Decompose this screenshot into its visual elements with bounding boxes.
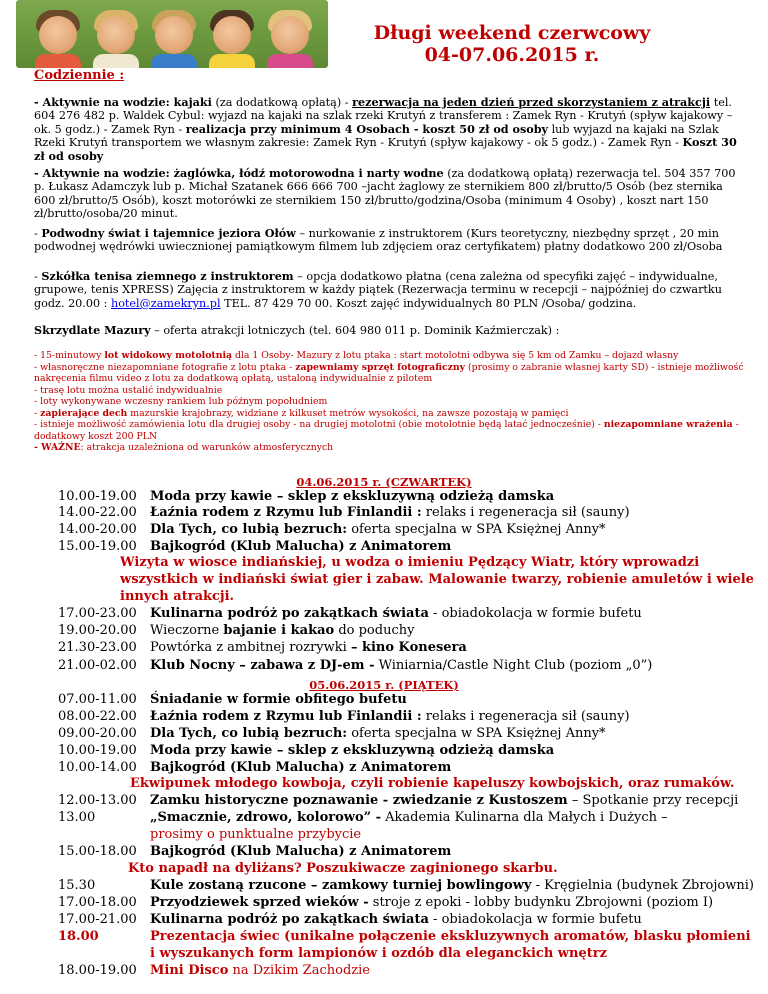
event-detail: Akademia Kulinarna dla Małych i Dużych – <box>381 810 668 825</box>
event-time: 18.00 <box>58 929 99 944</box>
event-time: 08.00-22.00 <box>58 709 137 724</box>
event-detail: - obiadokolacja w formie bufetu <box>428 912 642 927</box>
event-time: 17.00-23.00 <box>58 606 137 621</box>
event-detail: do poduchy <box>334 623 415 638</box>
event-title: Łaźnia rodem z Rzymu lub Finlandii : <box>150 709 422 724</box>
diving-heading: Podwodny świat i tajemnice jeziora Ołów <box>41 226 296 240</box>
event-detail: Wieczorne <box>150 623 224 638</box>
kayaks-text: tel. 604 276 482 p. Waldek Cybul: wyjazd na kajaki na szlak rzeki Krutyń z transferem : Zamek Ryn - Krutyń (spływ kajakowy – ok. 5 godz.) - Zamek Ryn - <box>34 96 733 136</box>
dash: - <box>34 227 42 240</box>
kayaks-heading: - Aktywnie na wodzie: kajaki <box>34 95 212 109</box>
event-time: 17.00-18.00 <box>58 895 137 910</box>
event-title: – kino Konesera <box>350 640 467 655</box>
kayaks-price-own: Koszt 30 zł od osoby <box>34 135 737 163</box>
event-detail: Powtórka z ambitnej rozrywki <box>150 640 351 655</box>
event-detail: – Spotkanie przy recepcji <box>567 793 739 808</box>
event-time: 12.00-13.00 <box>58 793 137 808</box>
event-title: Prezentacja świec (unikalne połączenie ekskluzywnych aromatów, blasku płomieni <box>150 929 751 944</box>
event-title: Moda przy kawie – sklep z ekskluzywną odzieżą damska <box>150 743 555 758</box>
section-tennis <box>34 270 740 310</box>
title-line-2: 04-07.06.2015 r. <box>424 44 600 66</box>
event-time: 10.00-14.00 <box>58 760 137 775</box>
day-header-thursday: 04.06.2015 r. (CZWARTEK) <box>296 475 472 489</box>
event-title: Mini Disco <box>150 963 229 978</box>
section-sailing <box>34 167 740 221</box>
flight-line: - loty wykonywane wczesny rankiem lub późnym popołudniem <box>34 396 328 407</box>
event-title: Klub Nocny – zabawa z DJ-em - <box>150 658 375 673</box>
tennis-heading: Szkółka tenisa ziemnego z instruktorem <box>41 269 294 283</box>
hotel-email-link[interactable]: hotel@zamekryn.pl <box>110 296 221 310</box>
event-time: 10.00-19.00 <box>58 743 137 758</box>
event-title: i wyszukanych form lampionów i ozdób dla eleganckich wnętrz <box>150 946 607 961</box>
kayaks-reservation-note: rezerwacja na jeden dzień przed skorzystaniem z atrakcji <box>352 95 711 109</box>
event-detail: na Dzikim Zachodzie <box>228 963 370 978</box>
event-title: Łaźnia rodem z Rzymu lub Finlandii : <box>150 505 422 520</box>
flights-text: – oferta atrakcji lotniczych (tel. 604 980 011 p. Dominik Kaźmierczak) : <box>150 324 560 337</box>
dash: - <box>34 270 42 283</box>
title-line-1: Długi weekend czerwcowy <box>373 22 651 44</box>
event-time: 15.30 <box>58 878 96 893</box>
flight-line: - WAŻNE: atrakcja uzależniona od warunków atmosferycznych <box>34 442 334 453</box>
event-time: 21.00-02.00 <box>58 658 137 673</box>
event-time: 14.00-20.00 <box>58 522 137 537</box>
flight-line: - własnoręczne niezapomniane fotografie z lotu ptaka - zapewniamy sprzęt fotograficzny (prosimy o zabranie własnej karty SD) - istnieje możliwość <box>34 361 744 373</box>
event-title: Bajkogród (Klub Malucha) z Animatorem <box>150 760 452 775</box>
flight-line: - zapierające dech mazurskie krajobrazy, widziane z kilkuset metrów wysokości, na zawsze pozostają w pamięci <box>34 407 569 419</box>
event-detail: relaks i regeneracja sił (sauny) <box>421 709 630 724</box>
event-title: Śniadanie w formie obfitego bufetu <box>150 692 407 707</box>
kayaks-text: lub wyjazd na kajaki na Szlak Rzeki Krutyń transportem we własnym zakresie: Zamek Ryn - Krutyń (spływ kajakowy - ok 5 godz.) - Zamek Ryn - <box>34 122 719 150</box>
flight-line: - istnieje możliwość zamówienia lotu dla drugiej osoby - na drugiej motolotni (obie motolotnie będą latać jednocześnie) - niezapomniane wrażenia - <box>34 419 739 430</box>
flight-line: - 15-minutowy lot widokowy motolotnią dla 1 Osoby- Mazury z lotu ptaka : start motolotni odbywa się 5 km od Zamku – dojazd własny <box>34 350 679 361</box>
kayaks-text: (za dodatkową opłatą) - <box>211 96 353 109</box>
event-title: Bajkogród (Klub Malucha) z Animatorem <box>150 844 452 859</box>
flight-line: nakręcenia filmu video z lotu za dodatkową opłatą, ustaloną indywidualnie z pilotem <box>34 373 433 384</box>
event-title: bajanie i kakao <box>223 623 335 638</box>
event-detail: oferta specjalna w SPA Księżnej Anny* <box>347 522 606 537</box>
activity-description: innych atrakcji. <box>120 589 235 604</box>
flights-heading: Skrzydlate Mazury <box>34 323 151 337</box>
event-detail: - obiadokolacja w formie bufetu <box>428 606 642 621</box>
event-time: 14.00-22.00 <box>58 505 137 520</box>
activity-description: wszystkich w indiański świat gier i zabaw. Malowanie twarzy, robienie amuletów i wiele <box>120 572 754 587</box>
event-time: 15.00-18.00 <box>58 844 137 859</box>
event-time: 15.00-19.00 <box>58 539 137 554</box>
event-time: 07.00-11.00 <box>58 692 137 707</box>
sailing-text: (za dodatkową opłatą) rezerwacja tel. 504 357 700 p. Łukasz Adamczyk lub p. Michał Szatanek 666 666 700 –jacht żaglowy ze sternikiem 800 zł/brutto/5 Osób (bez sternika 600 zł/brutto/5 Osób), koszt motorówki ze sternikiem 150 zł/brutto/godzina/Osoba (minimum 4 Osoby) , koszt nart 150 zł/brutto/osoba/20 minut. <box>34 167 736 221</box>
event-detail: Winiarnia/Castle Night Club (poziom „0”) <box>374 658 653 673</box>
event-title: Dla Tych, co lubią bezruch: <box>150 726 348 741</box>
event-title: Moda przy kawie – sklep z ekskluzywną odzieżą damska <box>150 489 555 504</box>
event-time: 17.00-21.00 <box>58 912 137 927</box>
event-time: 19.00-20.00 <box>58 623 137 638</box>
header-photo-children <box>16 0 328 68</box>
activity-description: Kto napadł na dyliżans? Poszukiwacze zaginionego skarbu. <box>128 861 558 876</box>
section-kayaks <box>34 96 740 163</box>
sailing-heading: - Aktywnie na wodzie: żaglówka, łódź motorowodna i narty wodne <box>34 166 444 180</box>
daily-label: Codziennie : <box>34 68 125 83</box>
tennis-text: TEL. 87 429 70 00. Koszt zajęć indywidualnych 80 PLN /Osoba/ godzina. <box>220 296 637 310</box>
document-title <box>330 22 694 66</box>
event-title: „Smacznie, zdrowo, kolorowo” - <box>150 810 382 825</box>
kayaks-price-group: realizacja przy minimum 4 Osobach - koszt 50 zł od osoby <box>185 121 549 136</box>
event-title: Kulinarna podróż po zakątkach świata <box>150 912 429 927</box>
event-title: Kule zostaną rzucone – zamkowy turniej bowlingowy <box>150 878 532 893</box>
event-detail: stroje z epoki - lobby budynku Zbrojowni (poziom I) <box>368 895 714 910</box>
flight-line: dodatkowy koszt 200 PLN <box>34 430 158 442</box>
event-time: 13.00 <box>58 810 96 825</box>
event-title: Zamku historyczne poznawanie - zwiedzanie z Kustoszem <box>150 793 568 808</box>
section-flights <box>34 324 740 337</box>
activity-description: Wizyta w wiosce indiańskiej, u wodza o imieniu Pędzący Wiatr, który wprowadzi <box>120 555 700 570</box>
section-diving <box>34 227 740 254</box>
tennis-text: – opcja dodatkowo płatna (cena zależna od specyfiki zajęć – indywidualne, grupowe, tenis XPRESS) Zajęcia z instruktorem w każdy piątek (Rezerwacja terminu w recepcji – najpóźniej do czwartku godz. 20.00 : <box>34 270 722 310</box>
diving-text: – nurkowanie z instruktorem (Kurs teoretyczny, niezbędny sprzęt , 20 min podwodnej wędrówki uwiecznionej pamiątkowym filmem lub zdjęciem oraz certyfikatem) płatny dodatkowo 200 zł/Osoba <box>34 227 723 254</box>
flight-line: - trasę lotu można ustalić indywidualnie <box>34 384 223 396</box>
event-time: 21.30-23.00 <box>58 640 137 655</box>
event-time: 09.00-20.00 <box>58 726 137 741</box>
day-header-friday: 05.06.2015 r. (PIĄTEK) <box>309 678 459 692</box>
event-detail: - Kręgielnia (budynek Zbrojowni) <box>531 878 754 893</box>
event-title: Kulinarna podróż po zakątkach świata <box>150 606 429 621</box>
activity-description: Ekwipunek młodego kowboja, czyli robienie kapeluszy kowbojskich, oraz rumaków. <box>130 776 735 791</box>
event-title: Bajkogród (Klub Malucha) z Animatorem <box>150 539 452 554</box>
event-time: 18.00-19.00 <box>58 963 137 978</box>
event-time: 10.00-19.00 <box>58 489 137 504</box>
event-title: Przyodziewek sprzed wieków - <box>150 895 369 910</box>
event-detail: relaks i regeneracja sił (sauny) <box>421 505 630 520</box>
event-detail: oferta specjalna w SPA Księżnej Anny* <box>347 726 606 741</box>
event-note: prosimy o punktualne przybycie <box>150 827 362 842</box>
event-title: Dla Tych, co lubią bezruch: <box>150 522 348 537</box>
flight-details <box>34 350 746 454</box>
